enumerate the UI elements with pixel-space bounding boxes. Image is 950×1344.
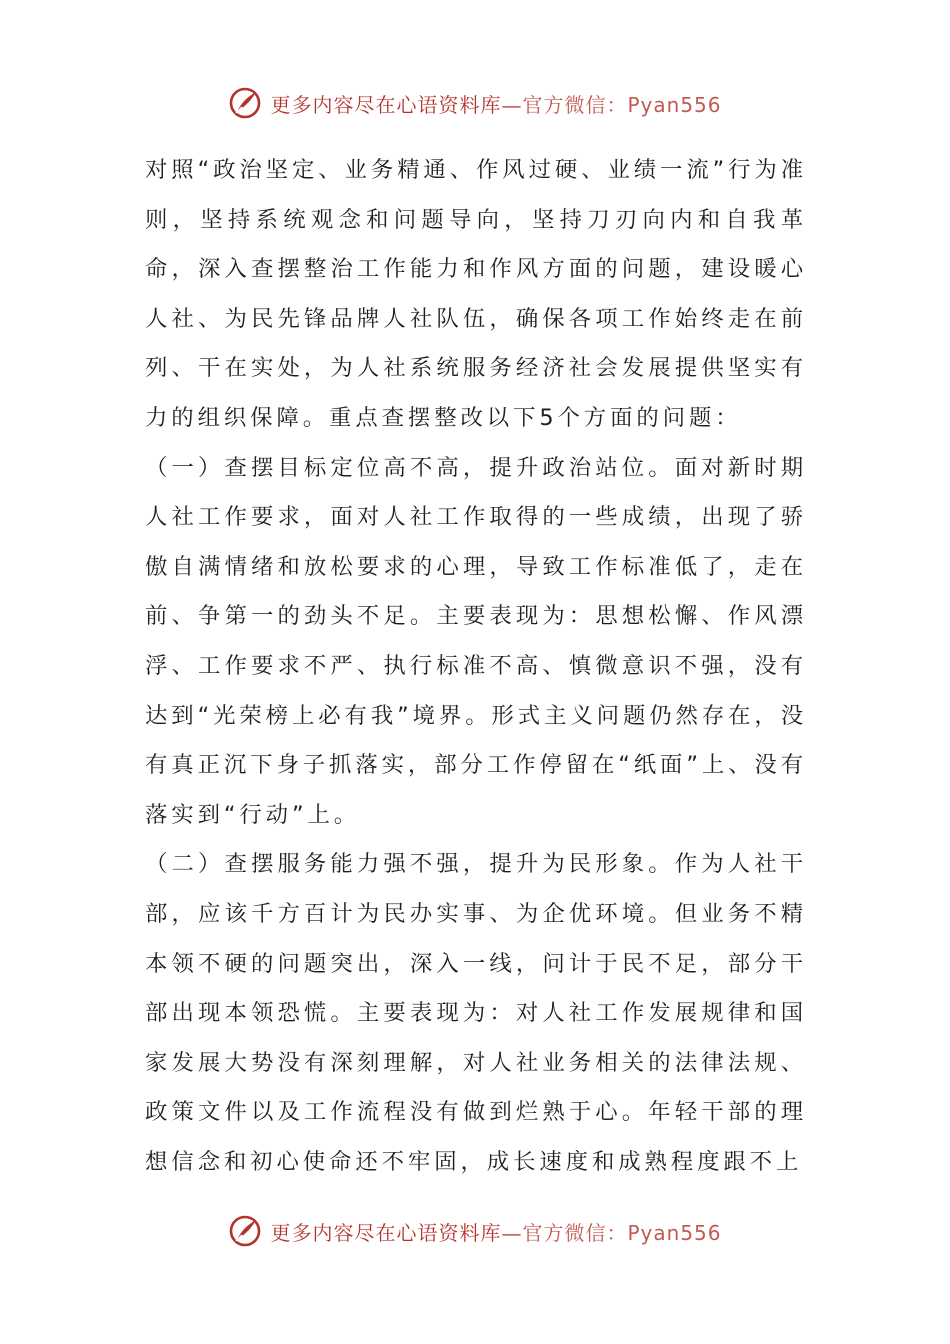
paragraph-section-1: （一）查摆目标定位高不高，提升政治站位。面对新时期人社工作要求，面对人社工作取得的一些成绩，出现了骄傲自满情绪和放松要求的心理，导致工作标准低了，走在前、争第一的劲头不足。主要表现为：思想松懈、作风漂浮、工作要求不严、执行标准不高、慎微意识不强，没有达到“光荣榜上必有我”境界。形式主义问题仍然存在，没有真正沉下身子抓落实，部分工作停留在“纸面”上、没有落实到“行动”上。 <box>145 454 807 828</box>
paragraph-intro: 对照“政治坚定、业务精通、作风过硬、业绩一流”行为准则，坚持系统观念和问题导向，坚持刀刃向内和自我革命，深入查摆整治工作能力和作风方面的问题，建设暖心人社、为民先锋品牌人社队伍，确保各项工作始终走在前列、干在实处，为人社系统服务经济社会发展提供坚实有力的组织保障。重点查摆整改以下5个方面的问题： <box>145 157 807 431</box>
watermark-banner-top <box>0 83 950 123</box>
quill-logo-icon <box>228 1214 262 1248</box>
watermark-text: 更多内容尽在心语资料库—官方微信：Pyan556 <box>270 1220 722 1245</box>
quill-logo-icon <box>228 86 262 120</box>
paragraph-section-2: （二）查摆服务能力强不强，提升为民形象。作为人社干部，应该千方百计为民办实事、为企优环境。但业务不精本领不硬的问题突出，深入一线，问计于民不足，部分干部出现本领恐慌。主要表现为：对人社工作发展规律和国家发展大势没有深刻理解，对人社业务相关的法律法规、政策文件以及工作流程没有做到烂熟于心。年轻干部的理想信念和初心使命还不牢固，成长速度和成熟程度跟不上 <box>145 851 807 1175</box>
document-body <box>145 146 807 1187</box>
watermark-text: 更多内容尽在心语资料库—官方微信：Pyan556 <box>270 92 722 117</box>
watermark-banner-bottom <box>0 1211 950 1251</box>
